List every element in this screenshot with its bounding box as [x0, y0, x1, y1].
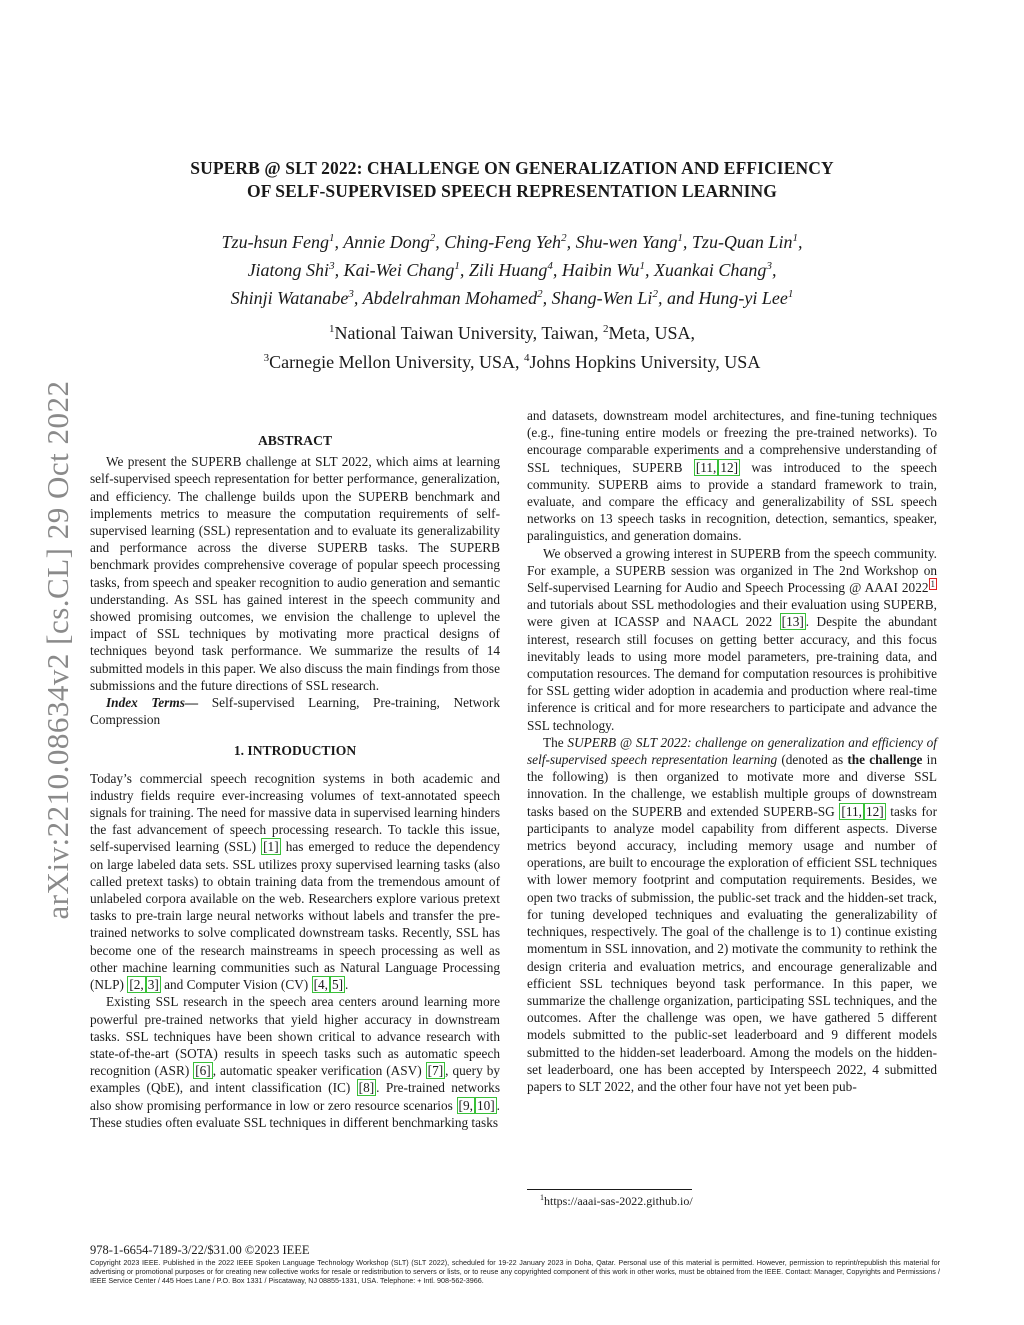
author-affiliation-mark: 3 [329, 260, 335, 272]
author-name: Jiatong Shi [247, 260, 330, 280]
text-run: and tutorials about SSL methodologies and their evaluation using SUPERB, were given at ICASSP and NAACL 2022 [527, 597, 937, 630]
author-name: Tzu-Quan Lin [691, 232, 793, 252]
introduction-heading: 1. INTRODUCTION [233, 743, 357, 759]
author-affiliation-mark: 1 [639, 260, 645, 272]
abstract-text: We present the SUPERB challenge at SLT 2022, which aims at learning self-supervised speech representation for better performance, generalization, and efficiency. The challenge builds upon the SUPERB benchmark and implements metrics to measure the computation requirements of self-supervised learning (SSL) representation and to evaluate its generalizability and performance across the diverse SUPERB tasks. The SUPERB benchmark provides comprehensive coverage of popular speech processing tasks, from speech and speaker recognition to audio generation and semantic understanding. As SSL has gained interest in the speech community and showed promising outcomes, we envision the challenge to uplevel the impact of SSL techniques by motivating more practical designs of techniques beyond task performance. We summarize the results of 14 submitted models in this paper. We also discuss the main findings from those submissions and the future directions of SSL research. [90, 454, 500, 693]
citation-link[interactable]: [6] [195, 1063, 211, 1079]
text-run: Existing SSL research in the speech area centers around learning more powerful pre-trained networks that yield higher accuracy in downstream tasks. SSL techniques have been shown critical to advance research with state-of-the-art (SOTA) results in speech tasks such as automatic speech recognition (ASR) [90, 994, 500, 1079]
text-run: Today’s commercial speech recognition systems in both academic and industry fields require ever-increasing volumes of text-annotated speech signals for training. The need for massive data in supervised learning hinders the fast advancement of speech processing research. To tackle this issue, self-supervised learning (SSL) [90, 770, 500, 855]
citation-link[interactable]: 5] [331, 977, 344, 993]
author-name: Tzu-hsun Feng [221, 232, 330, 252]
citation-link[interactable]: 12] [720, 459, 739, 475]
citation-link[interactable]: [7] [427, 1063, 444, 1079]
intro-paragraph-3 [527, 407, 937, 545]
footnote [540, 1193, 693, 1209]
affiliation-line-1 [120, 317, 904, 346]
index-terms-label: Index Terms— [106, 695, 199, 711]
author-name: Haibin Wu [561, 260, 640, 280]
citation-link[interactable]: [4, [313, 977, 328, 993]
author-line-1: Tzu-hsun Feng$^1$, Annie Dong$^2$, Ching-Feng Yeh$^2$, Shu-wen Yang$^1$, Tzu-Quan Lin$^1$, [221, 232, 803, 252]
left-column [90, 432, 500, 1131]
text-run: , automatic speaker verification (ASV) [212, 1063, 426, 1079]
author-name: Shang-Wen Li [551, 288, 653, 308]
author-affiliation-mark: 2 [652, 288, 658, 300]
paper-title [120, 157, 904, 203]
text-run: , query by examples (QbE), and intent classification (IC) [90, 1063, 500, 1096]
intro-paragraph-1 [90, 770, 500, 994]
affiliations [120, 317, 904, 375]
affiliation-name: Carnegie Mellon University, USA, [269, 352, 520, 372]
author-list [120, 226, 904, 310]
author-affiliation-mark: 2 [429, 232, 436, 244]
affiliation-line-2 [120, 346, 904, 375]
text-run: . Despite the abundant interest, research still focuses on getting better accuracy, and this focus inevitably leads to using more model parameters, pre-training data, and computation resources. The demand for computation resources is prohibitive for SSL getting wider adoption in academia and production where real-time inference is critical and for more researchers to participate and advance the SSL technology. [527, 614, 937, 733]
author-name: Hung-yi Lee [698, 288, 788, 308]
author-affiliation-mark: 1 [454, 260, 460, 272]
author-name: Zili Huang [468, 260, 548, 280]
citation-link[interactable]: 12] [865, 803, 884, 819]
citation-link[interactable]: [11, [841, 803, 862, 819]
affiliation-mark: 3 [263, 352, 270, 364]
text-run: . These studies often evaluate SSL techniques in different benchmarking tasks [90, 1097, 500, 1130]
challenge-term: the challenge [847, 752, 923, 768]
affiliation-mark: 2 [603, 323, 609, 335]
author-affiliation-mark: 1 [677, 232, 683, 244]
author-name: Abdelrahman Mohamed [362, 288, 538, 308]
abstract-heading: ABSTRACT [257, 433, 333, 448]
citation-link[interactable]: [9, [458, 1097, 473, 1113]
text-run: (denoted as [777, 752, 848, 768]
text-run: in the following) is then organized to motivate more and diverse SSL innovation. In the challenge, we establish multiple groups of downstream tasks based on the SUPERB and extended SUPERB-SG [527, 752, 937, 819]
author-affiliation-mark: 1 [329, 232, 335, 244]
text-run: . [345, 977, 349, 993]
author-line-2: Jiatong Shi$^3$, Kai-Wei Chang$^1$, Zili Huang$^4$, Haibin Wu$^1$, Xuankai Chang$^3$, [247, 260, 777, 280]
author-name: Ching-Feng Yeh [444, 232, 562, 252]
intro-paragraph-2 [90, 993, 500, 1131]
text-run: was introduced to the speech community. SUPERB aims to provide a standard framework to train, evaluate, and compare the efficacy and generalizability of SSL speech networks on 13 speech tasks in recognition, detection, semantics, speaker, paralinguistics, and generation domains. [527, 459, 937, 544]
author-name: Xuankai Chang [653, 260, 767, 280]
text-run: The [543, 734, 568, 750]
author-affiliation-mark: 3 [766, 260, 772, 272]
copyright-notice: Copyright 2023 IEEE. Published in the 2022 IEEE Spoken Language Technology Workshop (SLT) (SLT 2022), scheduled for 19-22 January 2023 in Doha, Qatar. Personal use of this material is permitted. However, permission to reprint/republish this material for advertising or promotional purposes or for creating new collective works for resale or redistribution to servers or lists, or to reuse any copyrighted component of this work in other works, must be obtained from the IEEE. Contact: Manager, Copyrights and Permissions / IEEE Service Center / 445 Hoes Lane / P.O. Box 1331 / Piscataway, NJ 08855-1331, USA. Telephone: + Intl. 908-562-3966. [90, 1258, 940, 1285]
index-terms [90, 694, 500, 728]
citation-link[interactable]: [8] [358, 1080, 375, 1096]
citation-link[interactable]: 3] [147, 977, 159, 993]
author-affiliation-mark: 3 [348, 288, 354, 300]
affiliation-mark: 1 [328, 323, 335, 335]
intro-paragraph-4 [527, 545, 937, 734]
title-line-2: OF SELF-SUPERVISED SPEECH REPRESENTATION LEARNING [246, 181, 778, 201]
text-run: and datasets, downstream model architectures, and fine-tuning techniques (e.g., fine-tuning entire models or freezing the pre-trained networks). To encourage comparable experiments and a comprehensive understanding of SSL techniques, SUPERB [527, 408, 937, 475]
footnote-url[interactable]: https://aaai-sas-2022.github.io/ [544, 1194, 693, 1208]
citation-link[interactable]: [1] [263, 839, 279, 855]
footnote-rule [527, 1189, 692, 1190]
title-line-1: SUPERB @ SLT 2022: CHALLENGE ON GENERALIZATION AND EFFICIENCY [190, 158, 834, 178]
footnote-link[interactable]: 1 [930, 578, 935, 589]
citation-link[interactable]: [13] [781, 614, 804, 630]
author-affiliation-mark: 2 [537, 288, 543, 300]
citation-link[interactable]: 10] [476, 1097, 495, 1113]
affiliation-name: National Taiwan University, Taiwan, [334, 323, 599, 343]
affiliation-name: Johns Hopkins University, USA [529, 352, 761, 372]
isbn-line: 978-1-6654-7189-3/22/$31.00 ©2023 IEEE [90, 1243, 310, 1257]
text-run: . Pre-trained networks also show promising performance in low or zero resource scenarios [90, 1080, 500, 1113]
affiliation-mark: 4 [523, 352, 530, 364]
author-affiliation-mark: 2 [561, 232, 567, 244]
author-affiliation-mark: 1 [792, 232, 798, 244]
author-affiliation-mark: 4 [547, 260, 553, 272]
intro-paragraph-5 [527, 734, 937, 1095]
citation-link[interactable]: [11, [695, 459, 717, 475]
affiliation-name: Meta, USA, [608, 323, 696, 343]
arxiv-identifier: arXiv:2210.08634v2 [cs.CL] 29 Oct 2022 [40, 380, 75, 920]
text-run: We observed a growing interest in SUPERB from the speech community. For example, a SUPERB session was organized in The 2nd Workshop on Self-supervised Learning for Audio and Speech Processing @ AAAI 2022 [527, 545, 937, 596]
text-run: and Computer Vision (CV) [160, 977, 312, 993]
index-terms-text: Self-supervised Learning, Pre-training, Network Compression [90, 695, 500, 728]
citation-link[interactable]: [2, [129, 977, 144, 993]
author-name: Shinji Watanabe [230, 288, 349, 308]
author-name: Shu-wen Yang [575, 232, 678, 252]
text-run: tasks for participants to analyze model capability from different aspects. Diverse metrics beyond accuracy, including memory usage and number of operations, are built to encourage the exploration of efficient SSL techniques with lower memory footprint and computation requirements. Besides, we open two tracks of submission, the public-set track and the hidden-set track, for tuning developed techniques and evaluating the generalizability of techniques, respectively. The goal of the challenge is to 1) continue existing momentum in SSL innovation, and 2) motivate the community to rethink the design criteria and evaluation metrics, and encourage generalizable and efficient SSL techniques beyond task performance. In this paper, we summarize the challenge organization, participating SSL techniques, and the outcomes. After the challenge was open, we have gathered 5 different models submitted to the public-set leaderboard and 9 different models submitted to the hidden-set leaderboard. Among the models on the hidden-set leaderboard, one has been accepted by Interspeech 2022, 4 submitted papers to SLT 2022, and the other four have not yet been pub- [527, 803, 937, 1094]
text-run: has emerged to reduce the dependency on large labeled data sets. SSL utilizes proxy supervised learning tasks (also called pretext tasks) to obtain training data from the tremendous amount of unlabeled corpora available on the web. Researchers explore various pretext tasks to pre-train large neural networks without labels and transfer the pre-trained networks to solve complicated downstream tasks. Recently, SSL has become one of the research mainstreams in speech processing as well as other machine learning communities such as Natural Language Processing (NLP) [90, 839, 500, 993]
challenge-name: SUPERB @ SLT 2022: challenge on generalization and efficiency of self-supervised speech representation learning [527, 734, 938, 768]
right-column [527, 407, 937, 1095]
footnote-mark: 1 [540, 1193, 544, 1202]
author-name: Annie Dong [343, 232, 430, 252]
author-line-3: Shinji Watanabe$^3$, Abdelrahman Mohamed$^2$, Shang-Wen Li$^2$, and Hung-yi Lee$^1$ [230, 288, 794, 308]
author-affiliation-mark: 1 [787, 288, 794, 300]
author-name: Kai-Wei Chang [343, 260, 455, 280]
